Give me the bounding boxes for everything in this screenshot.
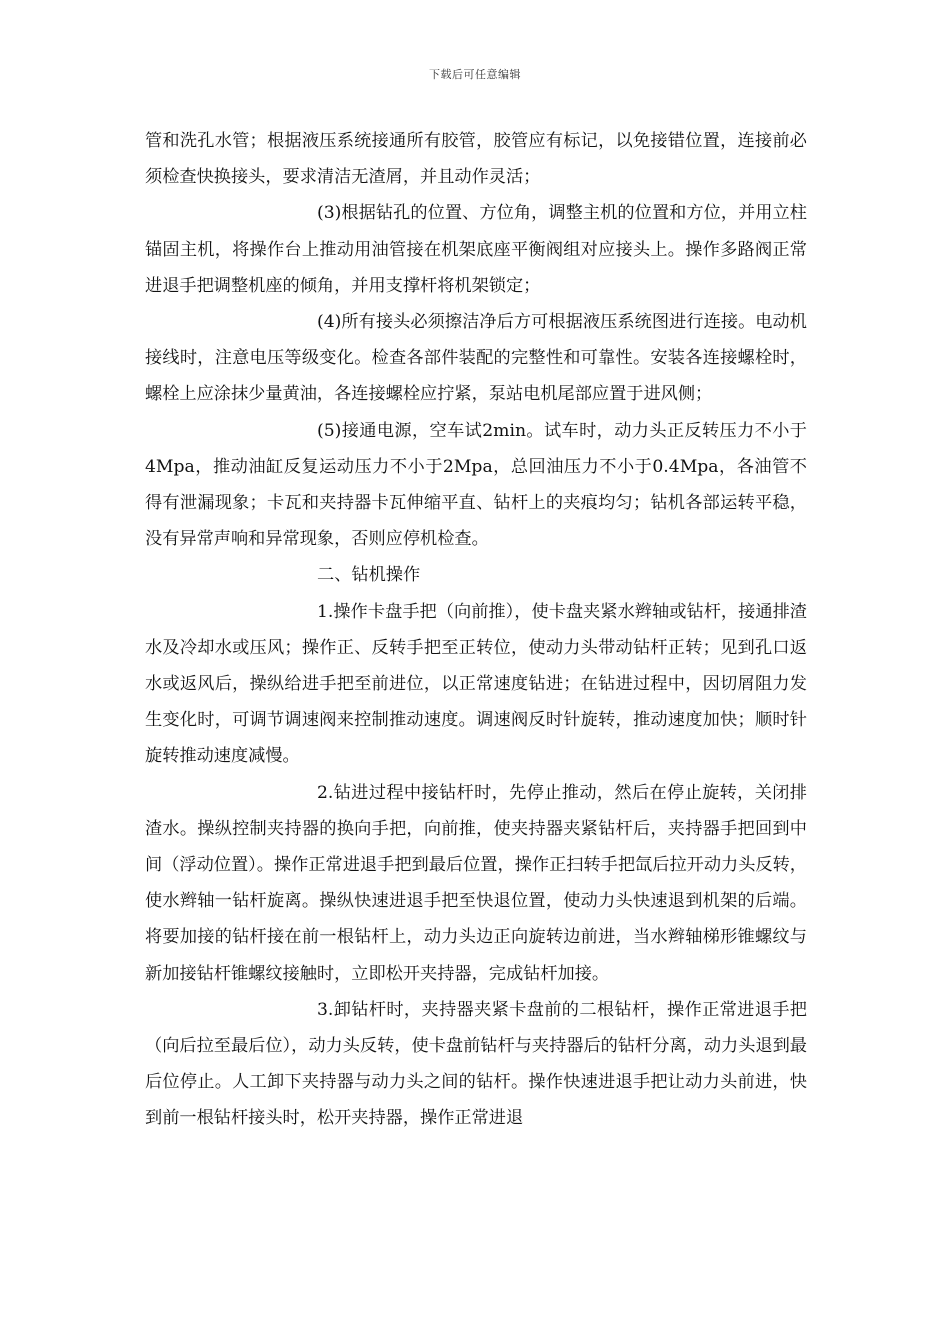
page-header: 下载后可任意编辑	[429, 68, 521, 81]
paragraph: (4)所有接头必须擦洁净后方可根据液压系统图进行连接。电动机接线时，注意电压等级变化。检查各部件装配的完整性和可靠性。安装各连接螺栓时，螺栓上应涂抹少量黄油，各连接螺栓应拧紧，泵站电机尾部应置于进风侧；	[145, 312, 807, 405]
document-body	[145, 123, 807, 1137]
paragraph: 3.卸钻杆时，夹持器夹紧卡盘前的二根钻杆，操作正常进退手把（向后拉至最后位），动力头反转，使卡盘前钻杆与夹持器后的钻杆分离，动力头退到最后位停止。人工卸下夹持器与动力头之间的钻杆。操作快速进退手把让动力头前进，快到前一根钻杆接头时，松开夹持器，操作正常进退	[145, 999, 807, 1129]
paragraph: 管和洗孔水管；根据液压系统接通所有胶管，胶管应有标记，以免接错位置，连接前必须检查快换接头，要求清洁无渣屑，并且动作灵活；	[145, 131, 807, 188]
paragraph: 1.操作卡盘手把（向前推），使卡盘夹紧水辫轴或钻杆，接通排渣水及冷却水或压风；操作正、反转手把至正转位，使动力头带动钻杆正转；见到孔口返水或返风后，操纵给进手把至前进位，以正常速度钻进；在钻进过程中，因切屑阻力发生变化时，可调节调速阀来控制推动速度。调速阀反时针旋转，推动速度加快；顺时针旋转推动速度减慢。	[145, 601, 807, 767]
paragraph: 2.钻进过程中接钻杆时，先停止推动，然后在停止旋转，关闭排渣水。操纵控制夹持器的换向手把，向前推，使夹持器夹紧钻杆后，夹持器手把回到中间（浮动位置）。操作正常进退手把到最后位置，操作正扫转手把氙后拉开动力头反转，使水辫轴一钻杆旋离。操纵快速进退手把至快退位置，使动力头快速退到机架的后端。将要加接的钻杆接在前一根钻杆上，动力头边正向旋转边前进，当水辫轴梯形锥螺纹与新加接钻杆锥螺纹接触时，立即松开夹持器，完成钻杆加接。	[145, 782, 807, 984]
paragraph: (3)根据钻孔的位置、方位角，调整主机的位置和方位，并用立柱锚固主机，将操作台上推动用油管接在机架底座平衡阀组对应接头上。操作多路阀正常进退手把调整机座的倾角，并用支撑杆将机架锁定；	[145, 203, 807, 296]
paragraph: (5)接通电源，空车试2min。试车时，动力头正反转压力不小于4Mpa，推动油缸反复运动压力不小于2Mpa，总回油压力不小于0.4Mpa，各油管不得有泄漏现象；卡瓦和夹持器卡瓦伸缩平直、钻杆上的夹痕均匀；钻机各部运转平稳，没有异常声响和异常现象，否则应停机检查。	[145, 420, 807, 550]
section-heading: 二、钻机操作	[317, 565, 421, 586]
